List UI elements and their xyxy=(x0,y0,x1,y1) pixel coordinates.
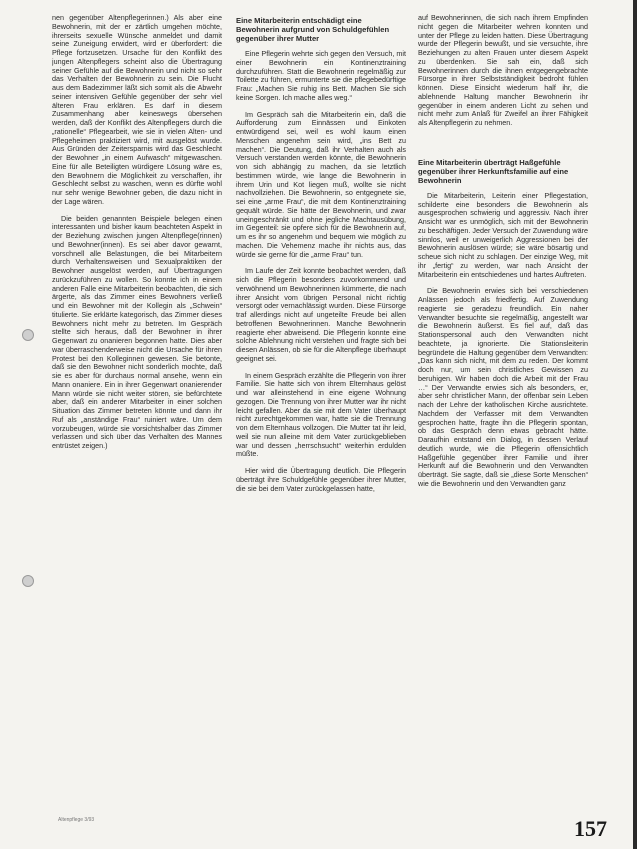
paragraph: Die Bewohnerin erwies sich bei verschiedenen Anlässen jedoch als friedfertig. Auf Zuwendung reagierte sie geradezu freundlich. Ein naher Verwandter besuchte sie regelmäßig, angestellt war die Bewohnerin äußerst. Es fiel auf, daß das Stationspersonal auch den Verwandten nicht beachtete, ja ignorierte. Die Stationsleiterin begründete die Haltung gegenüber dem Verwandten: „Das kann sich nicht, mit dem zu reden. Der kommt doch nur, um sein christliches Gewissen zu beruhigen. Wir haben doch die Arbeit mit der Frau …“ Der Verwandte erwies sich als besonders, er, aber sehr christlicher Mann, der offenbar sein Leben nach der Lehre der katholischen Kirche ausrichtete. Nachdem der Verfasser mit dem Verwandten gesprochen hatte, fragte ihn die Pflegerin spontan, ob das Gespräch denn etwas gebracht hätte. Daraufhin entstand ein Dialog, in dessen Verlauf deutlich wurde, wie die Pflegerin offensichtlich Haßgefühle gegenüber ihrer Familie und ihrer Herkunft auf die Bewohnerin und den Verwandten überträgt. Sie sagte, daß sie „diese Sorte Menschen“ wie die Bewohnerin und den Verwandten ganz xyxy=(418,286,588,488)
paragraph: auf Bewohnerinnen, die sich nach ihrem Empfinden nicht gegen die Mitarbeiter wehren konnten und unter der Pflege zu leiden hatten. Diese Übertragung wurde der Pflegerin bewußt, und sie versuchte, ihre Beziehungen zu alten Frauen unter diesem Aspekt zu überdenken. Sie sah ein, daß sich Bewohnerinnen durch die ihnen entgegengebrachte Fürsorge in ihrer Selbstständigkeit bedroht fühlen können. Diese Einsicht wiederum half ihr, die ablehnende Haltung mancher Bewohnerin ihr gegenüber in einem anderen Licht zu sehen und nicht mehr zum Anlaß für Zweifel an ihrer Fähigkeit als Altenpflegerin zu nehmen. xyxy=(418,14,588,127)
paragraph: Die beiden genannten Beispiele belegen einen interessanten und bisher kaum beachteten Aspekt in der Beziehung zwischen jungen Altenpflege(rinnen) und Bewohner(innen). Es sei aber davor gewarnt, vorschnell alle Belastungen, die bei Mitarbeitern durch Verhaltensweisen und Sexualpraktiken der Bewohner ausgelöst werden, auf Übertragungen zurückzuführen zu wollen. So konnte ich in einem anderen Falle eine Mitarbeiterin beobachten, die sich ärgerte, als das Zimmer eines Bewohners verließ und ein Bewohner mit der Kollegin als „Schwein“ titulierte. Sie erklärte kategorisch, das Zimmer dieses Bewohners nicht mehr zu betreten. Im Gespräch stellte sich heraus, daß der Bewohner in ihrer Gegenwart zu onanieren begonnen hatte. Dies aber war überraschenderweise nicht die Ursache für ihren Protest bei den Kolleginnen gewesen. Sie betonte, daß sie den Bewohner nicht sonderlich mochte, daß sie es aber für durchaus normal ansehe, wenn ein Mann onaniere. Ein in ihrer Gegenwart onanierender Mann würde sie nicht weiter stören, sie befürchtete aber, daß ein anderer Mitarbeiter in einer solchen Situation das Zimmer betreten könnte und dann ihr Ruf als „anständige Frau“ ruiniert wäre. Um dem vorzubeugen, würde sie vorsichtshalber das Zimmer verlassen und sich über das Verhalten des Mannes entrüstet zeigen.) xyxy=(52,213,222,450)
paragraph: Im Gespräch sah die Mitarbeiterin ein, daß die Aufforderung zum Einnässen und Einkoten entwürdigend sei, weil es wohl kaum einen Menschen angenehm sein wird, „ins Bett zu machen“. Die Deutung, daß ihr Verhalten auch als Versuch verstanden werden könnte, die Bewohnerin von sich abhängig zu machen, da sie letztlich bestimmen würde, wie lange die Bewohnerin in ihrem Urin und Kot liegen muß, wollte sie nicht nachvollziehen. Die Bewohnerin, so entgegnete sie, sei eine „arme Frau“, die mit dem Kontinenztraining gequält würde. Sie hätte der Bewohnerin, und zwar uneingeschränkt und ohne jegliche Machtausübung, im Gegenteil: sie opfere sich für die Bewohnerin auf, um es ihr so angenehm und bequem wie möglich zu machen. Die Vehemenz mache ihr nichts aus, das würde sie gerne für die „arme Frau“ tun. xyxy=(236,109,406,259)
text-column-1 xyxy=(52,14,222,752)
paragraph: Hier wird die Übertragung deutlich. Die Pflegerin überträgt ihre Schuldgefühle gegenüber ihrer Mutter, die sie bei dem Vater zurückgelassen hatte, xyxy=(236,466,406,493)
footer-text: Altenpflege 3/93 xyxy=(58,817,95,823)
page-edge xyxy=(633,0,637,849)
section-heading: Eine Mitarbeiterin entschädigt eine Bewohnerin aufgrund von Schuldgefühlen gegenüber ihrer Mutter xyxy=(236,16,390,43)
paragraph: nen gegenüber Altenpflegerinnen.) Als aber eine Bewohnerin, mit der er zärtlich umgehen möchte, ihrerseits sexuelle Wünsche anmeldet und damit seine Zuneigung erwidert, wird er überfordert: die Pflege fortzusetzen. Ursache für den Konflikt des jungen Altenpflegers scheint also die Übertragung seiner Gefühle auf die Bewohnerin und nicht so sehr das Verhalten der Bewohnerin zu sein. Die Flucht aus dem Badezimmer läßt sich somit als die Abwehr seiner intensiven Gefühle gegenüber der sehr viel älteren Frau erklären. Es darf in diesem Zusammenhang aber keineswegs übersehen werden, daß der Konflikt des Altenpflegers durch die „rationelle“ Pflegearbeit, wie sie in vielen Alten- und Pflegeheimen praktiziert wird, mit ausgelöst wurde. Aus Gründen der Zeitersparnis wird das Geschlecht der Bewohner „in einem Aufwasch“ mitgewaschen. Eine für alle Beteiligten würdigere Lösung wäre es, den Bewohnern die Möglichkeit zu verschaffen, ihr Geschlecht selbst zu waschen, wenn es dürfte wohl nur sehr wenige Bewohner geben, die dazu nicht in der Lage wären. xyxy=(52,14,222,206)
punch-hole xyxy=(22,575,34,587)
text-column-2 xyxy=(236,14,406,824)
section-heading: Eine Mitarbeiterin überträgt Haßgefühle gegenüber ihrer Herkunftsfamilie auf eine Bewohnerin xyxy=(418,157,569,185)
paragraph: Die Mitarbeiterin, Leiterin einer Pflegestation, schilderte eine besonders die Bewohnerin als ausgesprochen schwierig und aggressiv. Nach ihrer Ansicht war es unmöglich, sich mit der Bewohnerin zu beschäftigen. Jeder Versuch der Zuwendung wäre sinnlos, weil er unweigerlich Aggressionen bei der Bewohnerin auslösen würde; sie wäre bösartig und scheue sich nicht zu schlagen. Der einzige Weg, mit ihr „fertig“ zu werden, war nach Ansicht der Mitarbeiterin ein entschiedenes und hartes Auftreten. xyxy=(418,190,588,279)
page-number: 157 xyxy=(574,816,607,841)
paragraph: In einem Gespräch erzählte die Pflegerin von ihrer Familie. Sie hatte sich von ihrem Elternhaus gelöst und war alleinstehend in eine eigene Wohnung gezogen. Die Trennung von ihrer Mutter war ihr nicht leicht gefallen. Aber da sie mit dem Vater überhaupt nicht zurechtgekommen war, hatte sie die Trennung von dem Elternhaus vollzogen. Die Mutter tat ihr leid, weil sie nun alleine mit dem Vater zurückgeblieben war und dessen „herrschsucht“ weiterhin erdulden müßte. xyxy=(236,370,406,459)
paragraph: Eine Pflegerin wehrte sich gegen den Versuch, mit einer Bewohnerin ein Kontinenztraining durchzuführen. Statt die Bewohnerin regelmäßig zur Toilette zu führen, ermunterte sie die pflegebedürftige Frau: „Machen Sie ruhig ins Bett. Machen Sie sich keine Sorgen. Ich mache alles weg.“ xyxy=(236,49,406,102)
punch-hole xyxy=(22,329,34,341)
text-column-3 xyxy=(418,14,588,789)
paragraph: Im Laufe der Zeit konnte beobachtet werden, daß sich die Pflegerin besonders zuvorkommend und verwöhnend um Bewohnerinnen kümmerte, die nach ihrer Ansicht vom übrigen Personal nicht richtig versorgt oder vernachlässigt wurden. Diese Fürsorge traf allerdings nicht auf ungeteilte Freude bei allen betroffenen Bewohnerinnen. Manche Bewohnerin reagierte eher abweisend. Die Pflegerin konnte eine solche Ablehnung nicht verstehen und fragte sich bei diesen Anlässen, ob sie für die Altenpflege überhaupt geeignet sei. xyxy=(236,266,406,363)
